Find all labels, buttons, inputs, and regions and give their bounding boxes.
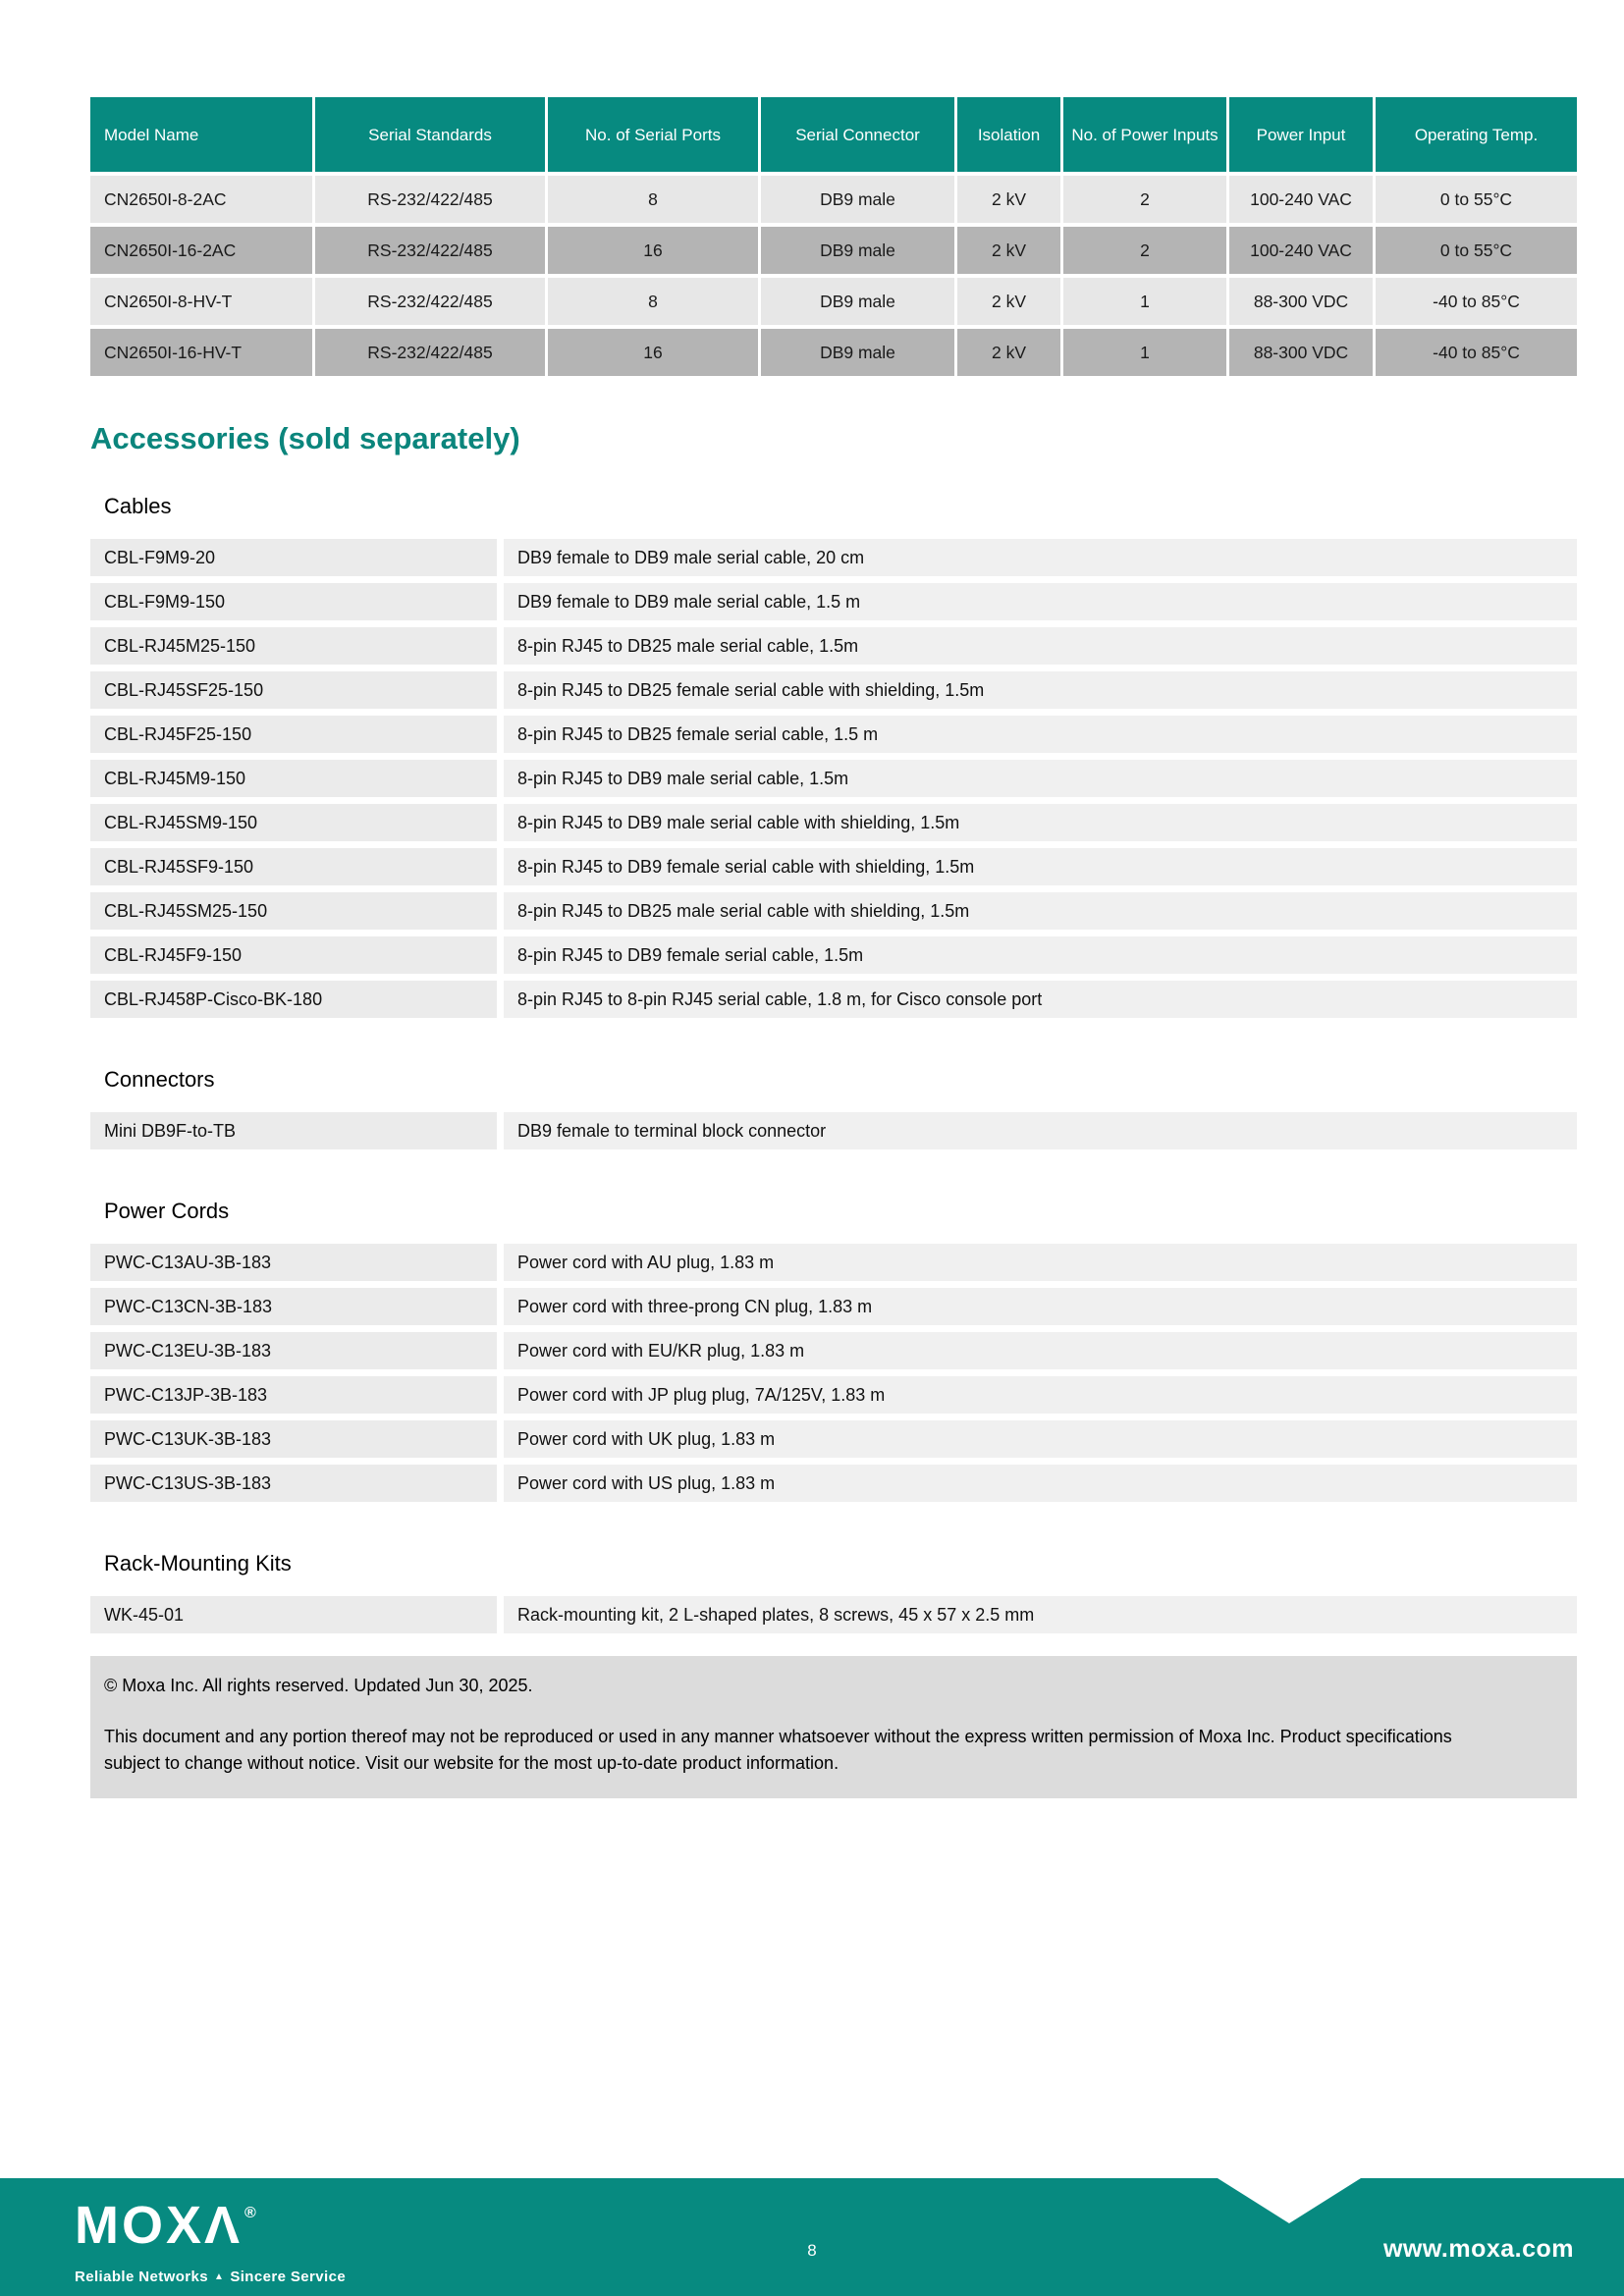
accessory-model: CBL-RJ45SF9-150 bbox=[90, 848, 497, 885]
spec-table bbox=[90, 97, 1577, 376]
accessory-description: Power cord with JP plug plug, 7A/125V, 1.83 m bbox=[504, 1376, 1577, 1414]
accessory-row bbox=[90, 583, 1577, 620]
spec-cell: 100-240 VAC bbox=[1229, 176, 1373, 223]
accessory-row bbox=[90, 1244, 1577, 1281]
accessory-description: Power cord with US plug, 1.83 m bbox=[504, 1465, 1577, 1502]
spec-column-header: Serial Standards bbox=[315, 97, 545, 172]
section-heading: Power Cords bbox=[104, 1199, 230, 1223]
accessory-row bbox=[90, 760, 1577, 797]
spec-column-header: Model Name bbox=[90, 97, 312, 172]
spec-cell: CN2650I-16-2AC bbox=[90, 227, 312, 274]
accessory-model: CBL-RJ45SF25-150 bbox=[90, 671, 497, 709]
section-heading: Rack-Mounting Kits bbox=[104, 1551, 292, 1575]
spec-cell: CN2650I-8-HV-T bbox=[90, 278, 312, 325]
footer-band bbox=[0, 2178, 1624, 2296]
accessory-model: PWC-C13CN-3B-183 bbox=[90, 1288, 497, 1325]
accessory-description: 8-pin RJ45 to DB25 male serial cable, 1.5m bbox=[504, 627, 1577, 665]
section-heading: Cables bbox=[104, 494, 172, 518]
accessory-row bbox=[90, 804, 1577, 841]
spec-cell: CN2650I-8-2AC bbox=[90, 176, 312, 223]
moxa-logo-wordmark: MOXΛ ® bbox=[75, 2196, 256, 2255]
spec-cell: DB9 male bbox=[761, 329, 954, 376]
legal-block bbox=[90, 1656, 1577, 1798]
spec-cell: 88-300 VDC bbox=[1229, 329, 1373, 376]
accessory-description: 8-pin RJ45 to 8-pin RJ45 serial cable, 1.8 m, for Cisco console port bbox=[504, 981, 1577, 1018]
accessory-row bbox=[90, 1420, 1577, 1458]
spec-cell: 1 bbox=[1063, 329, 1226, 376]
accessory-model: Mini DB9F-to-TB bbox=[90, 1112, 497, 1149]
accessory-description: 8-pin RJ45 to DB9 female serial cable with shielding, 1.5m bbox=[504, 848, 1577, 885]
accessory-row bbox=[90, 1332, 1577, 1369]
accessory-description: 8-pin RJ45 to DB25 male serial cable with shielding, 1.5m bbox=[504, 892, 1577, 930]
accessory-description: Rack-mounting kit, 2 L-shaped plates, 8 screws, 45 x 57 x 2.5 mm bbox=[504, 1596, 1577, 1633]
accessory-description: 8-pin RJ45 to DB9 male serial cable, 1.5m bbox=[504, 760, 1577, 797]
accessory-row bbox=[90, 981, 1577, 1018]
spec-cell: 1 bbox=[1063, 278, 1226, 325]
spec-cell: 8 bbox=[548, 176, 758, 223]
accessory-model: CBL-RJ45M25-150 bbox=[90, 627, 497, 665]
accessory-description: DB9 female to terminal block connector bbox=[504, 1112, 1577, 1149]
accessory-description: Power cord with three-prong CN plug, 1.83 m bbox=[504, 1288, 1577, 1325]
tagline-triangle-icon: ▲ bbox=[214, 2271, 225, 2282]
accessory-row bbox=[90, 1288, 1577, 1325]
accessory-description: Power cord with UK plug, 1.83 m bbox=[504, 1420, 1577, 1458]
accessory-row bbox=[90, 892, 1577, 930]
accessory-description: 8-pin RJ45 to DB25 female serial cable with shielding, 1.5m bbox=[504, 671, 1577, 709]
section-heading: Connectors bbox=[104, 1067, 215, 1092]
accessory-description: DB9 female to DB9 male serial cable, 1.5 m bbox=[504, 583, 1577, 620]
accessories-title: Accessories (sold separately) bbox=[90, 421, 520, 455]
spec-cell: -40 to 85°C bbox=[1376, 329, 1577, 376]
accessory-model: PWC-C13JP-3B-183 bbox=[90, 1376, 497, 1414]
spec-cell: 2 kV bbox=[957, 227, 1060, 274]
accessory-description: Power cord with AU plug, 1.83 m bbox=[504, 1244, 1577, 1281]
accessory-model: CBL-F9M9-150 bbox=[90, 583, 497, 620]
spec-column-header: No. of Serial Ports bbox=[548, 97, 758, 172]
accessory-row bbox=[90, 848, 1577, 885]
spec-cell: 2 kV bbox=[957, 176, 1060, 223]
spec-cell: 2 kV bbox=[957, 278, 1060, 325]
accessory-model: PWC-C13US-3B-183 bbox=[90, 1465, 497, 1502]
spec-cell: RS-232/422/485 bbox=[315, 176, 545, 223]
spec-column-header: Isolation bbox=[957, 97, 1060, 172]
copyright-line: © Moxa Inc. All rights reserved. Updated Jun 30, 2025. bbox=[104, 1676, 533, 1695]
page-number: 8 bbox=[807, 2241, 817, 2260]
accessory-model: PWC-C13AU-3B-183 bbox=[90, 1244, 497, 1281]
footer-notch-triangle bbox=[1218, 2178, 1361, 2223]
accessory-row bbox=[90, 1376, 1577, 1414]
accessory-model: PWC-C13EU-3B-183 bbox=[90, 1332, 497, 1369]
spec-cell: RS-232/422/485 bbox=[315, 329, 545, 376]
accessory-model: CBL-RJ458P-Cisco-BK-180 bbox=[90, 981, 497, 1018]
moxa-tagline: Reliable Networks ▲ Sincere Service bbox=[75, 2269, 347, 2285]
spec-column-header: Operating Temp. bbox=[1376, 97, 1577, 172]
accessory-model: WK-45-01 bbox=[90, 1596, 497, 1633]
accessory-model: CBL-RJ45SM25-150 bbox=[90, 892, 497, 930]
accessory-row bbox=[90, 936, 1577, 974]
spec-cell: DB9 male bbox=[761, 278, 954, 325]
spec-cell: 16 bbox=[548, 227, 758, 274]
accessory-row bbox=[90, 1596, 1577, 1633]
accessory-row bbox=[90, 1112, 1577, 1149]
spec-cell: 0 to 55°C bbox=[1376, 227, 1577, 274]
spec-cell: 2 bbox=[1063, 227, 1226, 274]
spec-cell: 0 to 55°C bbox=[1376, 176, 1577, 223]
accessory-row bbox=[90, 716, 1577, 753]
spec-cell: 16 bbox=[548, 329, 758, 376]
spec-cell: DB9 male bbox=[761, 227, 954, 274]
accessory-model: CBL-RJ45SM9-150 bbox=[90, 804, 497, 841]
accessory-model: CBL-F9M9-20 bbox=[90, 539, 497, 576]
accessory-row bbox=[90, 627, 1577, 665]
accessory-description: DB9 female to DB9 male serial cable, 20 cm bbox=[504, 539, 1577, 576]
website-link[interactable]: www.moxa.com bbox=[1382, 2235, 1574, 2263]
spec-column-header: Serial Connector bbox=[761, 97, 954, 172]
spec-cell: -40 to 85°C bbox=[1376, 278, 1577, 325]
spec-cell: 2 bbox=[1063, 176, 1226, 223]
accessory-description: 8-pin RJ45 to DB9 female serial cable, 1.5m bbox=[504, 936, 1577, 974]
spec-cell: DB9 male bbox=[761, 176, 954, 223]
spec-cell: 88-300 VDC bbox=[1229, 278, 1373, 325]
spec-cell: 2 kV bbox=[957, 329, 1060, 376]
accessory-model: CBL-RJ45F25-150 bbox=[90, 716, 497, 753]
accessory-row bbox=[90, 671, 1577, 709]
accessory-row bbox=[90, 1465, 1577, 1502]
spec-column-header: No. of Power Inputs bbox=[1063, 97, 1226, 172]
accessory-description: 8-pin RJ45 to DB9 male serial cable with shielding, 1.5m bbox=[504, 804, 1577, 841]
spec-cell: 8 bbox=[548, 278, 758, 325]
accessory-model: CBL-RJ45F9-150 bbox=[90, 936, 497, 974]
accessory-row bbox=[90, 539, 1577, 576]
accessories-sections bbox=[0, 494, 1624, 1633]
spec-cell: RS-232/422/485 bbox=[315, 227, 545, 274]
spec-cell: 100-240 VAC bbox=[1229, 227, 1373, 274]
spec-cell: RS-232/422/485 bbox=[315, 278, 545, 325]
accessory-description: Power cord with EU/KR plug, 1.83 m bbox=[504, 1332, 1577, 1369]
accessory-model: CBL-RJ45M9-150 bbox=[90, 760, 497, 797]
spec-column-header: Power Input bbox=[1229, 97, 1373, 172]
disclaimer-text: This document and any portion thereof may not be reproduced or used in any manner whatsoever without the express written permission of Moxa Inc. Product specifications subject to change without notice. Visit our website for the most up-to-date product information. bbox=[104, 1727, 1452, 1773]
spec-cell: CN2650I-16-HV-T bbox=[90, 329, 312, 376]
accessory-model: PWC-C13UK-3B-183 bbox=[90, 1420, 497, 1458]
registered-trademark-icon: ® bbox=[244, 2205, 256, 2221]
accessory-description: 8-pin RJ45 to DB25 female serial cable, 1.5 m bbox=[504, 716, 1577, 753]
